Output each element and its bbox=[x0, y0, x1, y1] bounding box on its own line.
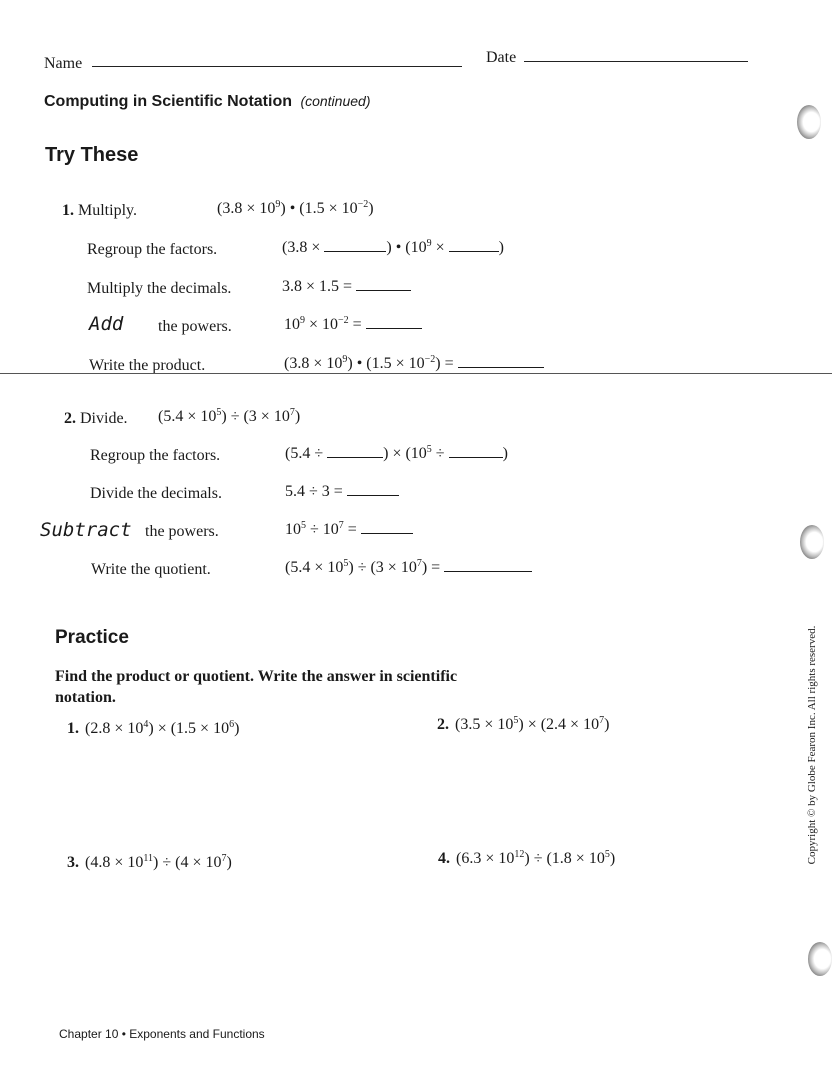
name-field[interactable] bbox=[92, 66, 462, 67]
p2-powers-expression: $10^5 \div 10^7$ = bbox=[285, 521, 413, 539]
try-these-heading: Try These bbox=[45, 144, 139, 166]
practice-item-4: 4. $(6.3 \times 10^{12}) \div (1.8 \times 10^5)$ bbox=[438, 849, 616, 867]
p1-product-blank[interactable] bbox=[458, 366, 544, 368]
practice-item-2: 2. $(3.5 \times 10^5) \times (2.4 \times 10^7)$ bbox=[437, 715, 610, 733]
p1-regroup-label: Regroup the factors. bbox=[87, 241, 218, 258]
problem1-label bbox=[62, 202, 137, 220]
problem2-label bbox=[64, 410, 128, 428]
chapter-footer: Chapter 10 • Exponents and Functions bbox=[59, 1027, 265, 1041]
p2-quotient-label: Write the quotient. bbox=[91, 561, 211, 578]
binder-hole-middle bbox=[800, 525, 824, 559]
title-sub: (continued) bbox=[300, 93, 371, 109]
fold-line bbox=[0, 373, 832, 374]
name-label: Name bbox=[44, 55, 83, 72]
p2-decimals-blank[interactable] bbox=[347, 494, 399, 496]
p1-product-expression: $(3.8 \times 10^9)$ • $(1.5 \times 10^{-2})$ = bbox=[284, 355, 544, 373]
practice-item-3: 3. $(4.8 \times 10^{11}) \div (4 \times 10^7)$ bbox=[67, 853, 232, 871]
p1-product-label: Write the product. bbox=[89, 357, 206, 374]
p1-decimals-expression: 3.8 × 1.5 = bbox=[282, 278, 411, 296]
p1-regroup-expression: (3.8 × ) • ($10^9$ × ) bbox=[282, 238, 504, 256]
p2-quotient-blank[interactable] bbox=[444, 570, 532, 572]
problem1-number: 1. bbox=[62, 202, 74, 219]
p1-handwritten-add: Add bbox=[89, 313, 124, 335]
p2-regroup-label: Regroup the factors. bbox=[90, 447, 221, 464]
binder-hole-top bbox=[797, 105, 821, 139]
p2-handwritten-subtract: Subtract bbox=[40, 519, 132, 541]
date-label: Date bbox=[486, 49, 517, 66]
p2-regroup-blank1[interactable] bbox=[327, 456, 383, 458]
p2-quotient-expression: $(5.4 \times 10^5) \div (3 \times 10^7)$ = bbox=[285, 559, 532, 577]
p2-decimals-label: Divide the decimals. bbox=[90, 485, 222, 502]
date-field[interactable] bbox=[524, 61, 748, 62]
practice-heading: Practice bbox=[55, 627, 129, 648]
practice-instructions-line1: Find the product or quotient. Write the answer in scientific bbox=[55, 668, 458, 685]
problem2-instruction: Divide. bbox=[80, 410, 128, 427]
practice-instructions-line2: notation. bbox=[55, 689, 116, 706]
p1-decimals-label: Multiply the decimals. bbox=[87, 280, 232, 297]
page-title bbox=[44, 93, 370, 111]
p2-powers-label: the powers. bbox=[145, 523, 219, 540]
p1-powers-blank[interactable] bbox=[366, 327, 422, 329]
p2-regroup-expression: (5.4 ÷ ) × ($10^5$ ÷ ) bbox=[285, 444, 508, 462]
problem2-number: 2. bbox=[64, 410, 76, 427]
p1-powers-label: the powers. bbox=[158, 318, 232, 335]
p2-powers-blank[interactable] bbox=[361, 532, 413, 534]
copyright-notice: Copyright © by Globe Fearon Inc. All rights reserved. bbox=[806, 625, 818, 865]
p2-decimals-expression: 5.4 ÷ 3 = bbox=[285, 483, 399, 501]
p1-decimals-blank[interactable] bbox=[356, 289, 411, 291]
problem1-instruction: Multiply. bbox=[78, 202, 137, 219]
problem2-expression: $(5.4 \times 10^5) \div (3 \times 10^7)$ bbox=[158, 407, 301, 425]
p1-powers-expression: $10^9 \times 10^{-2}$ = bbox=[284, 316, 422, 334]
problem1-expression: $(3.8 \times 10^9)$ • $(1.5 \times 10^{-2})$ bbox=[217, 199, 374, 217]
practice-item-1: 1. $(2.8 \times 10^4) \times (1.5 \times 10^6)$ bbox=[67, 719, 240, 737]
p1-regroup-blank1[interactable] bbox=[324, 250, 386, 252]
binder-hole-bottom bbox=[808, 942, 832, 976]
title-main: Computing in Scientific Notation bbox=[44, 93, 292, 110]
p1-regroup-blank2[interactable] bbox=[449, 250, 499, 252]
p2-regroup-blank2[interactable] bbox=[449, 456, 503, 458]
